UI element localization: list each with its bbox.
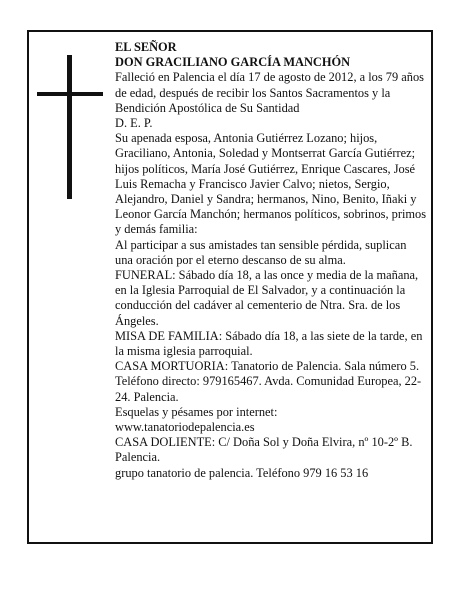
- cross-vertical-bar: [67, 55, 72, 199]
- obituary-frame: [27, 30, 433, 544]
- internet-condolences-label: Esquelas y pésames por internet:: [115, 404, 278, 419]
- family-mass-info: MISA DE FAMILIA: Sábado día 18, a las siete de la tarde, en la misma iglesia parroquial.: [115, 328, 423, 359]
- family-list: Su apenada esposa, Antonia Gutiérrez Lozano; hijos, Graciliano, Antonia, Soledad y Montserrat García Gutiérrez; hijos políticos, María José Gutiérrez, Enrique Cascares, José Luis Remacha y Francisco Javier Calvo; nietos, Sergio, Alejandro, Daniel y Sandra; hermanos, Nino, Benito, Iñaki y Leonor García Manchón; hermanos políticos, sobrinos, primos y demás familia:: [115, 131, 427, 237]
- rip-line: D. E. P.: [115, 116, 153, 131]
- footer-contact: grupo tanatorio de palencia. Teléfono 979 16 53 16: [115, 465, 369, 480]
- cross-horizontal-bar: [37, 92, 103, 96]
- obituary-text: [115, 40, 427, 481]
- funeral-home-info: CASA MORTUORIA: Tanatorio de Palencia. Sala número 5. Teléfono directo: 979165467. Avda. Comunidad Europea, 22-24. Palencia.: [115, 359, 422, 404]
- funeral-info: FUNERAL: Sábado día 18, a las once y media de la mañana, en la Iglesia Parroquial de El Salvador, y a continuación la conducción del cadáver al cementerio de Ntra. Sra. de los Ángeles.: [115, 268, 419, 328]
- mourning-house-info: CASA DOLIENTE: C/ Doña Sol y Doña Elvira, nº 10-2º B. Palencia.: [115, 435, 413, 465]
- deceased-name: DON GRACILIANO GARCÍA MANCHÓN: [115, 55, 351, 70]
- death-announcement: Falleció en Palencia el día 17 de agosto de 2012, a los 79 años de edad, después de recibir los Santos Sacramentos y la Bendición Apostólica de Su Santidad: [115, 70, 424, 115]
- obituary-heading: EL SEÑOR: [115, 40, 177, 54]
- prayer-request: Al participar a sus amistades tan sensible pérdida, suplican una oración por el eterno descanso de su alma.: [115, 237, 407, 267]
- website-link: www.tanatoriodepalencia.es: [115, 420, 255, 435]
